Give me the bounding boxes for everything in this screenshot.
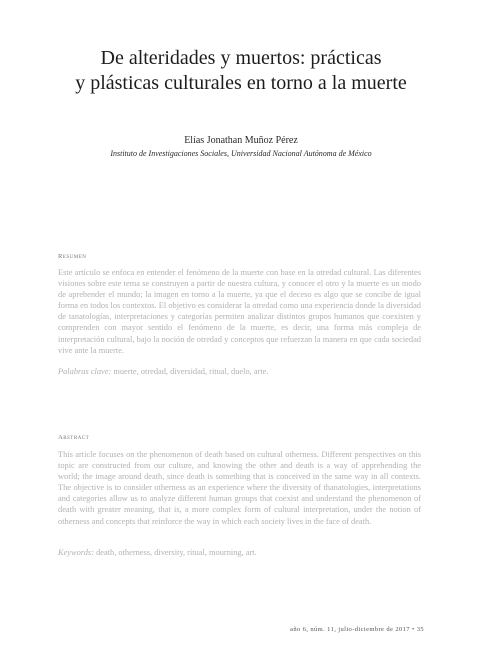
footer-page-number: 35 [416, 626, 424, 633]
author-affiliation: Instituto de Investigaciones Sociales, Universidad Nacional Autónoma de México [110, 149, 372, 158]
abstract-heading: Abstract [58, 434, 90, 441]
author-name: Elías Jonathan Muñoz Pérez [184, 135, 298, 146]
footer-separator: • [411, 626, 415, 633]
abstract-keywords [58, 547, 421, 558]
abstract-body: This article focuses on the phenomenon of death based on cultural otherness. Different perspectives on this topic are constructed from our culture, and knowing the other and death is a way of apprehending the world; the image around death, since death is something that is conceived in the same way in all contexts. The objective is to consider otherness as an experience where the diversity of thanatologies, interpretations and categories allow us to analyze different human groups that coexist and understand the phenomenon of death with greater meaning, that is, a more complex form of cultural interpretation, under the notion of otherness and concepts that reinforce the way in which each society lives in the face of death. [58, 450, 421, 526]
abstract-keywords-list: death, otherness, diversity, ritual, mourning, art. [96, 548, 257, 557]
page-footer [290, 626, 424, 633]
title-line-2: y plásticas culturales en torno a la muerte [75, 72, 407, 94]
resumen-keywords [58, 366, 421, 377]
abstract-keywords-label: Keywords: [58, 548, 94, 557]
resumen-keywords-label: Palabras clave: [58, 367, 112, 376]
resumen-body: Este artículo se enfoca en entender el fenómeno de la muerte con base en la otredad cultural. Las diferentes visiones sobre este tema se construyen a partir de nuestra cultura, y conocer el otro y la muerte es un modo de aprehender el mundo; la imagen en torno a la muerte, ya que el deceso es algo que se concibe de igual forma en todos los contextos. El objetivo es considerar la otredad como una experiencia donde la diversidad de tanatologías, interpretaciones y categorías permiten analizar distintos grupos humanos que coexisten y comprenden con mayor sentido el fenómeno de la muerte, es decir, una forma más compleja de interpretación cultural, bajo la noción de otredad y conceptos que refuerzan la manera en que cada sociedad vive ante la muerte. [58, 268, 421, 355]
footer-issue: año 6, núm. 11, julio-diciembre de 2017 [290, 626, 410, 633]
title-line-1: De alteridades y muertos: prácticas [100, 47, 382, 69]
article-title [0, 46, 482, 96]
resumen-keywords-list: muerte, otredad, diversidad, ritual, duelo, arte. [113, 367, 269, 376]
resumen-heading: Resumen [58, 253, 87, 260]
